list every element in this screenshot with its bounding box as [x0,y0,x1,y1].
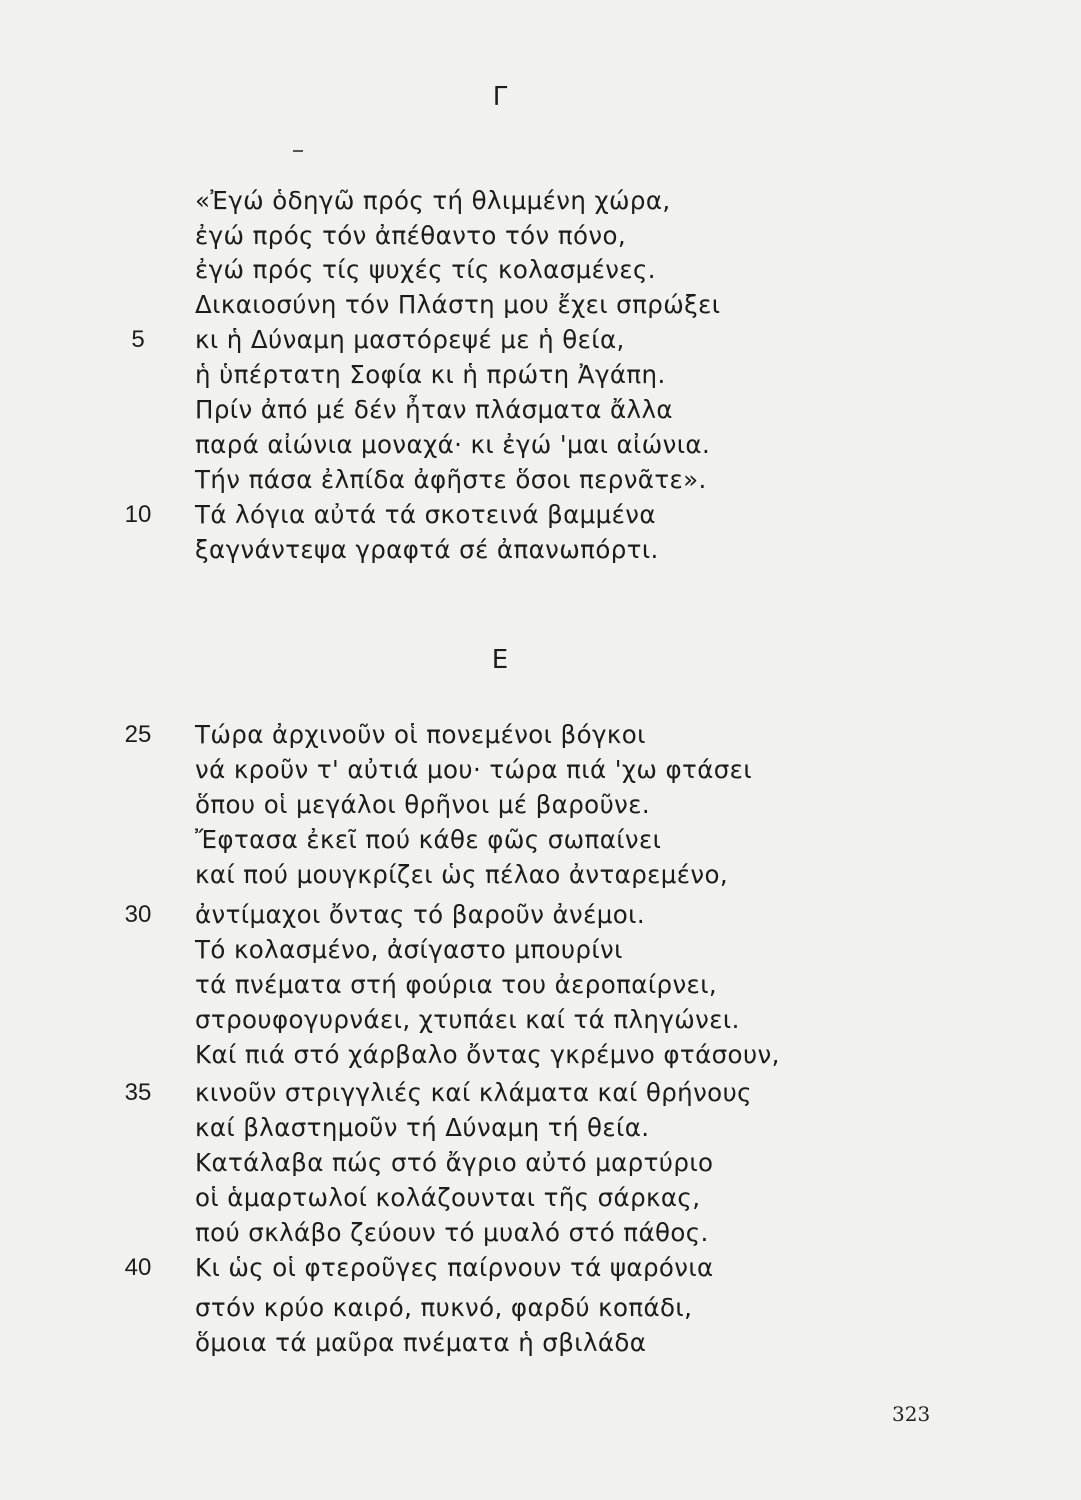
verse-line: στρουφογυρνάει, χτυπάει καί τά πληγώνει. [195,1005,740,1034]
verse-line: παρά αἰώνια μοναχά· κι ἐγώ 'μαι αἰώνια. [195,430,711,459]
line-number: 10 [124,501,152,528]
verse-line: ξαγνάντεψα γραφτά σέ ἀπανωπόρτι. [195,535,659,564]
line-number: 25 [124,721,152,748]
verse-line: νά κροῦν τ' αὐτιά μου· τώρα πιά 'χω φτάσει [195,755,753,784]
verse-line: Πρίν ἀπό μέ δέν ἦταν πλάσματα ἄλλα [195,395,673,424]
section-heading-gamma: Γ [492,82,508,112]
verse-line: Τό κολασμένο, ἀσίγαστο μπουρίνι [195,935,623,964]
verse-line: στόν κρύο καιρό, πυκνό, φαρδύ κοπάδι, [195,1293,693,1322]
verse-line: ἐγώ πρός τίς ψυχές τίς κολασμένες. [195,255,656,284]
verse-line: κι ἡ Δύναμη μαστόρεψέ με ἡ θεία, [195,325,625,354]
verse-line: καί πού μουγκρίζει ὡς πέλαο ἀνταρεμένο, [195,860,729,889]
verse-line: Τά λόγια αὐτά τά σκοτεινά βαμμένα [195,500,656,529]
verse-line: Δικαιοσύνη τόν Πλάστη μου ἔχει σπρώξει [195,290,721,319]
dash-mark [293,150,303,152]
verse-line: πού σκλάβο ζεύουν τό μυαλό στό πάθος. [195,1218,709,1247]
verse-line: ἀντίμαχοι ὄντας τό βαροῦν ἀνέμοι. [195,900,646,929]
line-number: 35 [124,1079,152,1106]
verse-line: «Ἐγώ ὁδηγῶ πρός τή θλιμμένη χώρα, [195,186,671,215]
verse-line: κινοῦν στριγγλιές καί κλάματα καί θρήνους [195,1078,752,1107]
verse-line: Τώρα ἀρχινοῦν οἱ πονεμένοι βόγκοι [195,720,646,749]
verse-line: Τήν πάσα ἐλπίδα ἀφῆστε ὅσοι περνᾶτε». [195,465,707,494]
verse-line: ἡ ὑπέρτατη Σοφία κι ἡ πρώτη Ἀγάπη. [195,360,666,389]
verse-line: οἱ ἁμαρτωλοί κολάζουνται τῆς σάρκας, [195,1183,701,1212]
section-heading-epsilon: Ε [491,645,509,675]
page-number: 323 [892,1402,931,1426]
verse-line: τά πνέματα στή φούρια του ἀεροπαίρνει, [195,970,718,999]
verse-line: ὅπου οἱ μεγάλοι θρῆνοι μέ βαροῦνε. [195,790,651,819]
verse-line: ἐγώ πρός τόν ἀπέθαντο τόν πόνο, [195,221,627,250]
verse-line: καί βλαστημοῦν τή Δύναμη τή θεία. [195,1113,650,1142]
verse-line: Καί πιά στό χάρβαλο ὄντας γκρέμνο φτάσουν, [195,1040,780,1069]
verse-line: Ἔφτασα ἐκεῖ πού κάθε φῶς σωπαίνει [195,825,662,854]
line-number: 5 [131,326,145,353]
line-number: 30 [124,901,152,928]
verse-line: Κι ὡς οἱ φτεροῦγες παίρνουν τά ψαρόνια [195,1253,714,1282]
verse-line: Κατάλαβα πώς στό ἄγριο αὐτό μαρτύριο [195,1148,714,1177]
line-number: 40 [124,1254,152,1281]
verse-line: ὅμοια τά μαῦρα πνέματα ἡ σβιλάδα [195,1328,647,1357]
